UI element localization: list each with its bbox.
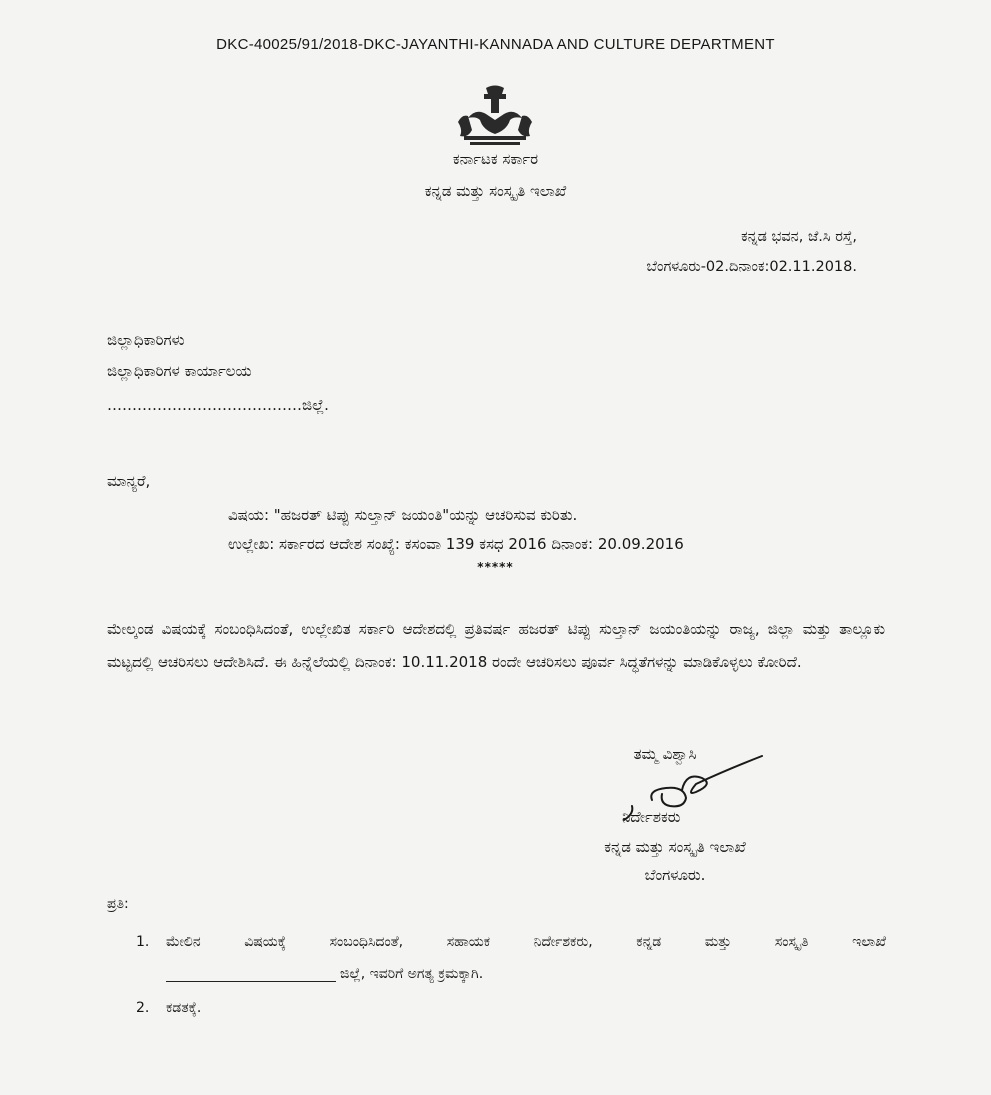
signatory-title: ನಿರ್ದೇಶಕರು [622, 808, 681, 826]
recipient-line-1: ಜಿಲ್ಲಾಧಿಕಾರಿಗಳು [107, 331, 185, 349]
closing-text: ತಮ್ಮ ವಿಶ್ವಾಸಿ [633, 745, 697, 763]
copy-item-1-line-2 [166, 966, 483, 982]
salutation: ಮಾನ್ಯರೆ, [107, 472, 151, 490]
copy-item-number: 2. [136, 1000, 150, 1016]
letter-date: ಬೆಂಗಳೂರು-02.ದಿನಾಂಕ:02.11.2018. [646, 259, 857, 275]
office-address: ಕನ್ನಡ ಭವನ, ಜೆ.ಸಿ ರಸ್ತೆ, [741, 229, 857, 245]
recipient-district: …………………………………ಜಿಲ್ಲೆ. [107, 396, 329, 414]
blank-field-line [166, 967, 336, 982]
separator: ***** [477, 560, 514, 574]
signatory-department: ಕನ್ನಡ ಮತ್ತು ಸಂಸ್ಕೃತಿ ಇಲಾಖೆ [604, 838, 746, 856]
body-paragraph: ಮೇಲ್ಕಂಡ ವಿಷಯಕ್ಕೆ ಸಂಬಂಧಿಸಿದಂತೆ, ಉಲ್ಲೇಖಿತ ಸರ್ಕಾರಿ ಆದೇಶದಲ್ಲಿ ಪ್ರತಿವರ್ಷ ಹಜರತ್ ಟಿಪ್ಪು ಸುಲ್ತಾನ್ ಜಯಂತಿಯನ್ನು ರಾಜ್ಯ, ಜಿಲ್ಲಾ ಮತ್ತು ತಾಲ್ಲೂಕು ಮಟ್ಟದಲ್ಲಿ ಆಚರಿಸಲು ಆದೇಶಿಸಿದೆ. ಈ ಹಿನ್ನೆಲೆಯಲ್ಲಿ ದಿನಾಂಕ: 10.11.2018 ರಂದೇ ಆಚರಿಸಲು ಪೂರ್ವ ಸಿದ್ಧತೆಗಳನ್ನು ಮಾಡಿಕೊಳ್ಳಲು ಕೋರಿದೆ. [107, 620, 885, 671]
copy-item-2: ಕಡತಕ್ಕೆ. [166, 1000, 202, 1016]
department-name: ಕನ್ನಡ ಮತ್ತು ಸಂಸ್ಕೃತಿ ಇಲಾಖೆ [424, 182, 567, 200]
recipient-line-2: ಜಿಲ್ಲಾಧಿಕಾರಿಗಳ ಕಾರ್ಯಾಲಯ [107, 362, 252, 380]
karnataka-emblem-icon [454, 84, 536, 148]
government-name: ಕರ್ನಾಟಕ ಸರ್ಕಾರ [452, 150, 539, 168]
copy-to-label: ಪ್ರತಿ: [107, 896, 129, 912]
file-reference: DKC-40025/91/2018-DKC-JAYANTHI-KANNADA AND CULTURE DEPARTMENT [216, 36, 775, 53]
copy-item-number: 1. [136, 934, 150, 950]
subject-line: ವಿಷಯ: "ಹಜರತ್ ಟಿಪ್ಪು ಸುಲ್ತಾನ್ ಜಯಂತಿ"ಯನ್ನು ಆಚರಿಸುವ ಕುರಿತು. [228, 506, 578, 524]
copy-item-1-line-1: ಮೇಲಿನ ವಿಷಯಕ್ಕೆ ಸಂಬಂಧಿಸಿದಂತೆ, ಸಹಾಯಕ ನಿರ್ದೇಶಕರು, ಕನ್ನಡ ಮತ್ತು ಸಂಸ್ಕೃತಿ ಇಲಾಖೆ [166, 934, 886, 950]
reference-line: ಉಲ್ಲೇಖ: ಸರ್ಕಾರದ ಆದೇಶ ಸಂಖ್ಯೆ: ಕಸಂವಾ 139 ಕಸಧ 2016 ದಿನಾಂಕ: 20.09.2016 [228, 535, 684, 553]
copy-item-1-text: ಜಿಲ್ಲೆ, ಇವರಿಗೆ ಅಗತ್ಯ ಕ್ರಮಕ್ಕಾಗಿ. [340, 966, 484, 982]
signatory-city: ಬೆಂಗಳೂರು. [644, 866, 706, 884]
